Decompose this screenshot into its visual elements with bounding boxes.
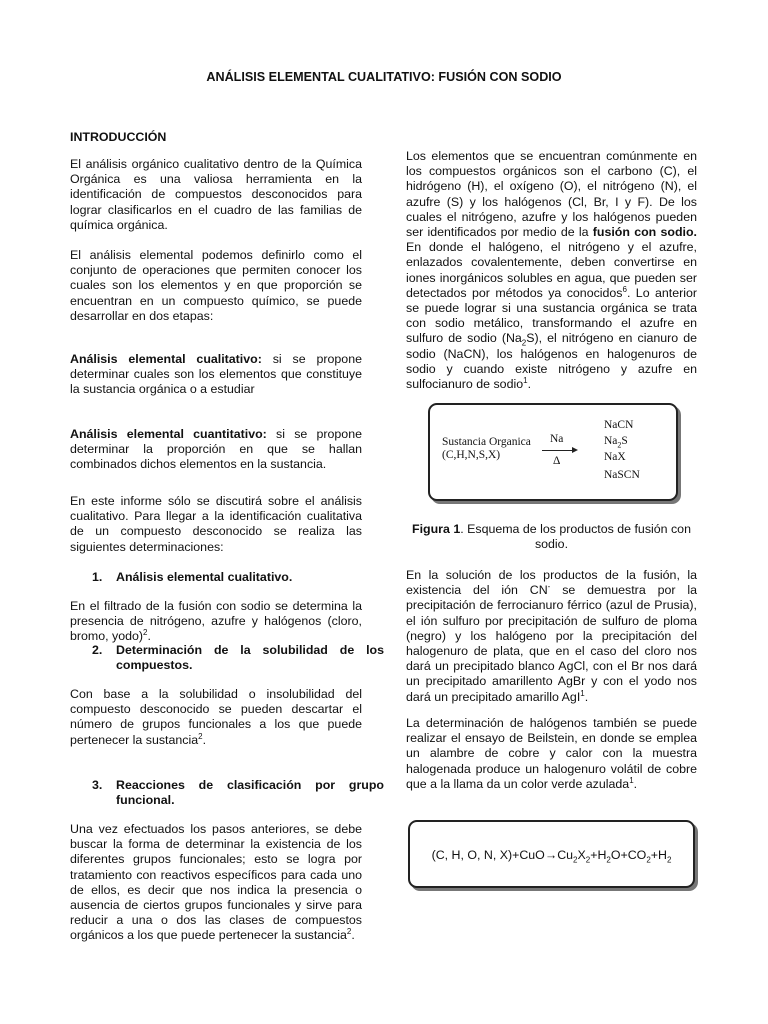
- arrow-head-icon: [572, 447, 578, 453]
- numbered-item-2: [70, 643, 384, 673]
- subscript-2: 2: [521, 338, 527, 348]
- reference-2: 2: [346, 927, 352, 937]
- period: .: [351, 928, 355, 943]
- product-na2s: [604, 435, 628, 448]
- numbered-item-3: [70, 778, 384, 808]
- period: .: [147, 629, 151, 644]
- precipitation-text-b: se demuestra por la precipitación de ferrocianuro férrico (azul de Prusia), el ión sulfuro por precipitación de sulfuro de ploma (negro) y los halógeno por la precipitación del halogenuro de plata, que en el caso del cloro nos dará un precipitado blanco AgCl, con el Br nos dará un precipitado amarillento AgBr y con el yodo nos dará un precipitado amarillo AgI: [406, 583, 697, 704]
- product-nascn: NaSCN: [604, 469, 640, 481]
- beilstein-text: La determinación de halógenos también se puede realizar el ensayo de Beilstein, en donde se emplea un alambre de cobre y calor con la muestra halogenada produce un halogenuro volátil de cobre que a la llama da un color verde azulada: [406, 716, 697, 791]
- period: .: [633, 776, 638, 791]
- classification-text: Una vez efectuados los pasos anteriores, se debe buscar la forma de determinar la existencia de los diferentes grupos funcionales; esto se logra por tratamiento con reactivos específicos para cada uno de ellos, es decir que nos indica la presencia o ausencia de ciertos grupos funcionales y sirve para reducir a una o dos las clases de compuestos orgánicos a los que puede pertenecer la sustancia: [70, 822, 362, 943]
- elements-text-b: En donde el halógeno, el nitrógeno y el azufre, enlazados covalentemente, deben convertirse en iones inorgánicos solubles en agua, que pueden ser detectados por métodos ya conocidos: [406, 240, 697, 300]
- elements-text-a: Los elementos que se encuentran comúnmente en los compuestos orgánicos son el carbono (C), el hidrógeno (H), el oxígeno (O), el nitrógeno (N), el azufre (S) y los halógenos (Cl, Br, I y F). De los cuales el nitrógeno, azufre y los halógenos pueden ser identificados por medio de la: [406, 149, 697, 240]
- solubility-text: Con base a la solubilidad o insolubilidad del compuesto desconocido se pueden descartar el número de grupos funcionales a los que puede pertenecer la sustancia: [70, 687, 362, 747]
- elements-paragraph: [406, 149, 697, 392]
- beilstein-equation-box: [408, 820, 695, 888]
- s-text: S: [621, 435, 628, 447]
- heat-symbol: Δ: [553, 455, 561, 467]
- item-3-title: Reacciones de clasificación por grupo funcional.: [116, 778, 384, 808]
- eq-sub-4: 2: [646, 855, 651, 865]
- reference-2: 2: [198, 731, 203, 741]
- precipitation-paragraph: [406, 568, 697, 705]
- intro-paragraph-1: El análisis orgánico cualitativo dentro de la Química Orgánica es una valiosa herramienta en la identificación de compuestos desconocidos para lograr clasificarlos en el cuadro de las familias de química orgánica.: [70, 157, 362, 232]
- precipitation-text-a: En la solución de los productos de la fusión, la existencia del ión CN: [406, 568, 697, 598]
- period: .: [584, 689, 589, 704]
- reference-1: 1: [580, 688, 585, 698]
- elements-text-d: S), el nitrógeno en cianuro de sodio (NaCN), los halógenos en halogenuros de sodio y cuando existe nitrógeno y azufre en sulfocianuro de sodio: [406, 331, 697, 392]
- quantitative-text: si se propone determinar la proporción en que se hallan combinados dichos elementos en la sustancia.: [70, 427, 362, 472]
- eq-part-c: +H: [590, 848, 607, 862]
- caption-label: Figura 1: [412, 522, 461, 536]
- reaction-arrow-line: [542, 450, 576, 451]
- caption-text: . Esquema de los productos de fusión con sodio.: [460, 522, 691, 552]
- quantitative-definition: [70, 427, 362, 473]
- eq-sub-2: 2: [585, 855, 591, 865]
- report-scope-paragraph: En este informe sólo se discutirá sobre el análisis cualitativo. Para llegar a la identificación cualitativa de un compuesto desconocido se realiza las siguientes determinaciones:: [70, 494, 362, 554]
- qualitative-text: si se propone determinar cuales son los elementos que constituye la sustancia orgánica o a estudiar: [70, 352, 362, 397]
- reagent-label: Na: [550, 433, 564, 445]
- eq-part-a: (C, H, O, N, X)+CuO→Cu: [431, 848, 574, 862]
- figure-1-caption: [406, 522, 697, 552]
- item-3-number: 3.: [92, 778, 103, 792]
- document-title: ANÁLISIS ELEMENTAL CUALITATIVO: FUSIÓN CON SODIO: [206, 70, 562, 84]
- eq-part-b: X: [577, 848, 586, 862]
- item-1-number: 1.: [92, 570, 103, 584]
- classification-paragraph: [70, 822, 362, 944]
- qualitative-term: Análisis elemental cualitativo:: [70, 352, 262, 366]
- na-text: Na: [604, 435, 618, 447]
- eq-sub-5: 2: [666, 855, 672, 865]
- period: .: [202, 732, 207, 747]
- product-nacn: NaCN: [604, 419, 634, 431]
- eq-sub-1: 2: [573, 855, 578, 865]
- substance-formula: (C,H,N,S,X): [442, 449, 501, 461]
- reference-1: 1: [629, 775, 634, 785]
- numbered-item-1: [70, 570, 384, 585]
- fusion-filtrate-text: En el filtrado de la fusión con sodio se determina la presencia de nitrógeno, azufre y halógenos (cloro, bromo, yodo): [70, 599, 362, 644]
- eq-part-d: O+CO: [610, 848, 647, 862]
- product-nax: NaX: [604, 451, 626, 463]
- superscript-minus: -: [547, 582, 551, 592]
- reference-6: 6: [622, 284, 627, 294]
- fusion-term: fusión con sodio.: [592, 225, 697, 240]
- substance-label: Sustancia Organica: [442, 436, 531, 448]
- elements-text-c: . Lo anterior se puede lograr si una sustancia orgánica se trata con sodio metálico, transformando el azufre en sulfuro de sodio (Na: [406, 285, 697, 346]
- subscript-2: 2: [617, 440, 622, 450]
- item-2-number: 2.: [92, 643, 103, 657]
- item-2-title: Determinación de la solubilidad de los compuestos.: [116, 643, 384, 673]
- intro-paragraph-2: El análisis elemental podemos definirlo como el conjunto de operaciones que permiten conocer los cuales son los elementos y en que proporción se encuentran en un compuesto químico, se puede desarrollar en dos etapas:: [70, 248, 362, 323]
- eq-sub-3: 2: [606, 855, 611, 865]
- solubility-paragraph: [70, 687, 362, 748]
- item-1-title: Análisis elemental cualitativo.: [116, 570, 293, 584]
- introduction-heading: INTRODUCCIÓN: [70, 130, 167, 144]
- qualitative-definition: [70, 352, 362, 398]
- reference-2: 2: [143, 628, 148, 638]
- eq-part-e: +H: [650, 848, 667, 862]
- fusion-scheme-figure: [428, 403, 678, 501]
- reference-1: 1: [523, 375, 528, 385]
- fusion-filtrate-paragraph: [70, 599, 362, 645]
- quantitative-term: Análisis elemental cuantitativo:: [70, 427, 267, 441]
- beilstein-equation: [410, 848, 693, 863]
- beilstein-paragraph: [406, 716, 697, 792]
- period: .: [527, 377, 532, 392]
